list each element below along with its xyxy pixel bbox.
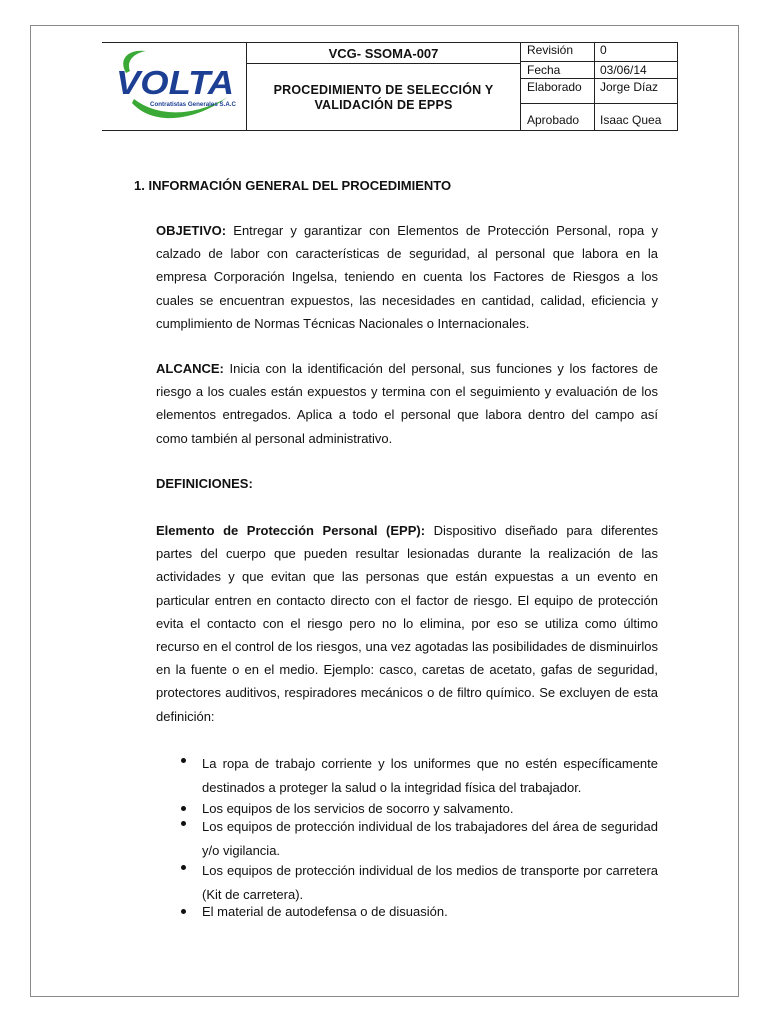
- scope-paragraph: [156, 357, 658, 450]
- meta-value: 0: [600, 43, 607, 57]
- document-title-line-1: PROCEDIMIENTO DE SELECCIÓN Y: [273, 82, 494, 97]
- meta-label: Revisión: [521, 43, 595, 61]
- epp-text: Dispositivo diseñado para diferentes partes del cuerpo que pueden resultar lesionadas durante la realización de las actividades y que evitan que las personas que están expuestas a un evento en particular entren en contacto directo con el factor de riesgo. El equipo de protección evita el contacto con el riesgo pero no lo elimina, por eso se utiliza como último recurso en el control de los riesgos, una vez agotadas las posibilidades de disminuirlos en la fuente o en el medio. Ejemplo: casco, caretas de acetato, gafas de seguridad, protectores auditivos, respiradores mecánicos o de filtro químico. Se excluyen de esta definición:: [156, 523, 658, 724]
- scope-label: ALCANCE:: [156, 361, 224, 376]
- objective-label: OBJETIVO:: [156, 223, 227, 238]
- logo-cell: [102, 43, 247, 131]
- meta-value: 03/06/14: [600, 63, 647, 77]
- document-title-line-2: VALIDACIÓN DE EPPS: [314, 97, 453, 112]
- document-code: VCG- SSOMA-007: [247, 43, 520, 64]
- objective-text: Entregar y garantizar con Elementos de Protección Personal, ropa y calzado de labor con características de seguridad, al personal que labora en la empresa Corporación Ingelsa, teniendo en cuenta los Factores de Riesgos a los cuales se encuentran expuestos, las necesidades en cantidad, calidad, eficiencia y cumplimiento de Normas Técnicas Nacionales o Internacionales.: [156, 223, 658, 331]
- list-item: El material de autodefensa o de disuasión.: [156, 903, 658, 920]
- objective-paragraph: [156, 219, 658, 335]
- exclusions-list: [156, 752, 658, 920]
- meta-value: Isaac Quea: [600, 113, 662, 127]
- meta-label: Aprobado: [521, 104, 595, 131]
- list-item: La ropa de trabajo corriente y los uniformes que no estén específicamente destinados a proteger la salud o la integridad física del trabajador.: [156, 752, 658, 800]
- scope-text: Inicia con la identificación del personal, sus funciones y los factores de riesgo a los cuales están expuestos y termina con el seguimiento y evaluación de los elementos entregados. Aplica a todo el personal que labora dentro del campo así como también al personal administrativo.: [156, 361, 658, 446]
- meta-row-revision: [521, 43, 677, 62]
- document-header-table: [102, 42, 678, 131]
- list-item: Los equipos de protección individual de los medios de transporte por carretera (Kit de carretera).: [156, 859, 658, 907]
- meta-label: Fecha: [521, 62, 595, 78]
- meta-value: Jorge Díaz: [600, 80, 659, 94]
- volta-logo: [112, 47, 242, 127]
- section-heading: 1. INFORMACIÓN GENERAL DEL PROCEDIMIENTO: [134, 178, 452, 193]
- logo-brand: VOLTA: [116, 64, 234, 101]
- meta-row-approved-by: [521, 104, 677, 131]
- list-item: Los equipos de los servicios de socorro y salvamento.: [156, 800, 658, 817]
- meta-row-prepared-by: [521, 79, 677, 104]
- document-meta: [521, 43, 677, 131]
- definitions-heading: DEFINICIONES:: [156, 476, 253, 491]
- title-cell: [247, 43, 521, 131]
- meta-row-date: [521, 62, 677, 79]
- meta-label: Elaborado: [521, 79, 595, 103]
- document-title: [247, 64, 520, 131]
- epp-definition-paragraph: [156, 519, 658, 728]
- logo-tagline: Contratistas Generales S.A.C: [150, 101, 237, 108]
- list-item: Los equipos de protección individual de los trabajadores del área de seguridad y/o vigilancia.: [156, 815, 658, 863]
- epp-label: Elemento de Protección Personal (EPP):: [156, 523, 426, 538]
